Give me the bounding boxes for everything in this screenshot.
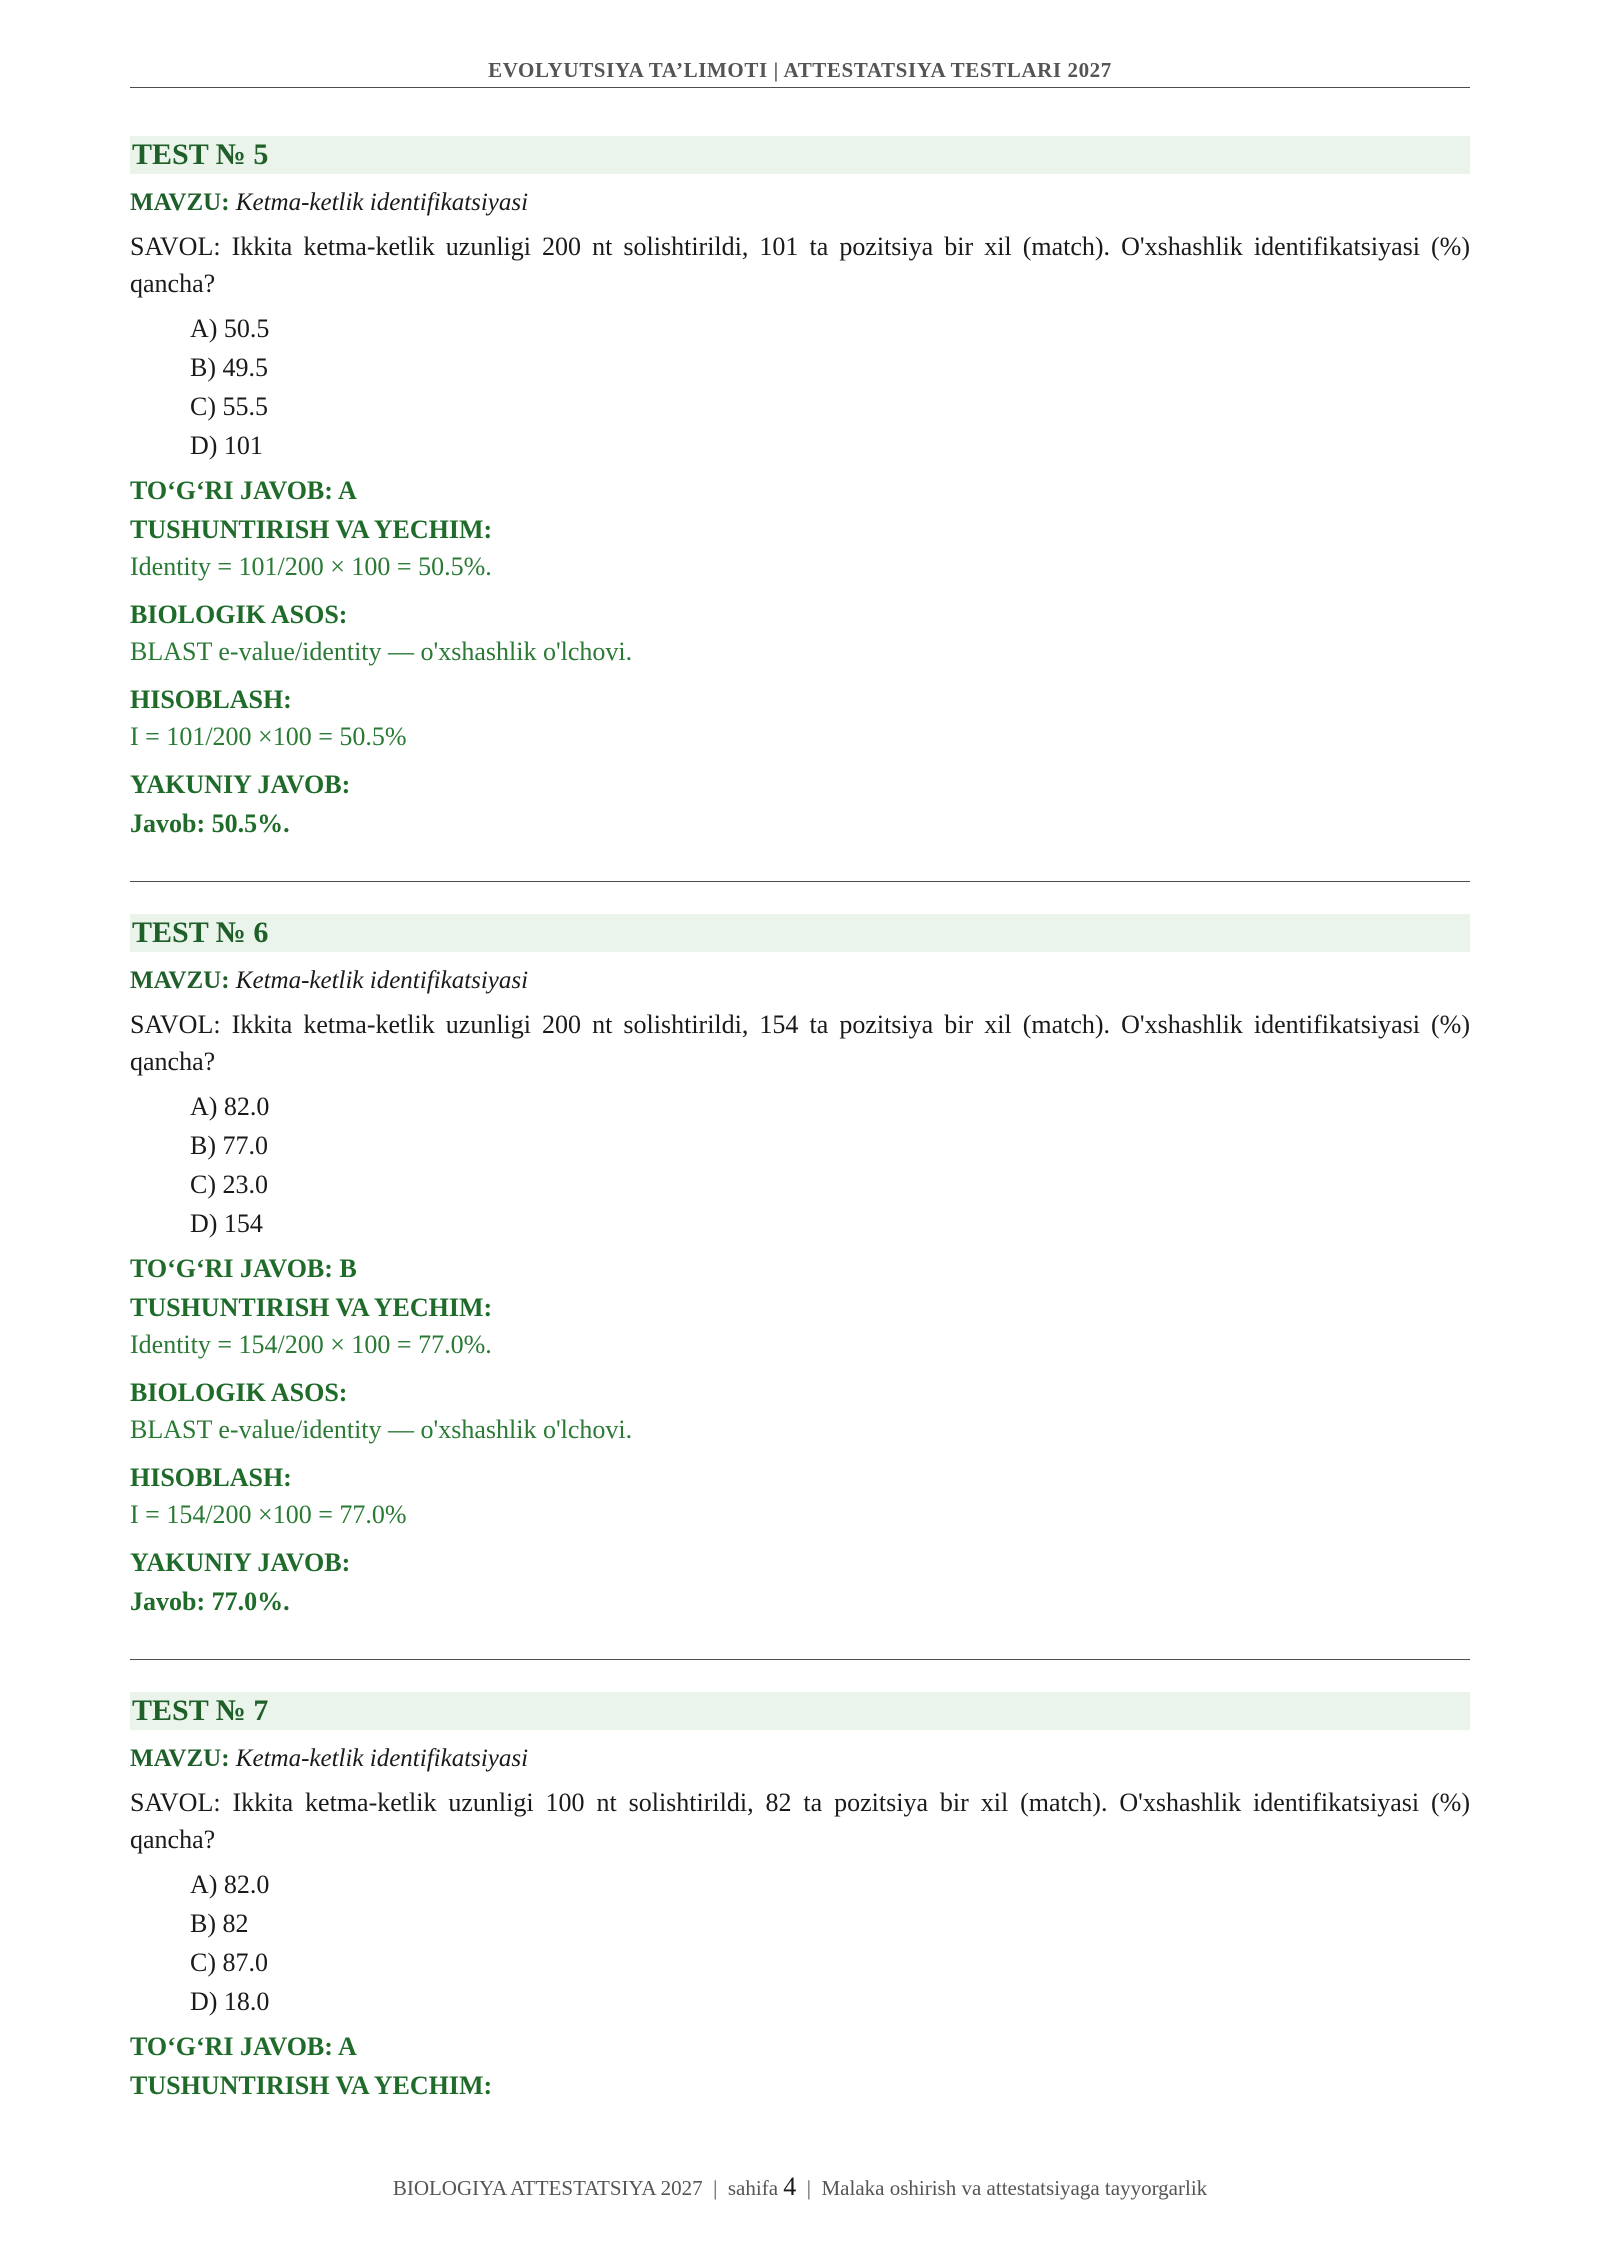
option-c: C) 23.0 [190, 1170, 268, 1199]
test-block-7 [130, 1692, 1470, 2105]
final-answer-text: Javob: 50.5%. [130, 809, 290, 838]
final-answer-text: Javob: 77.0%. [130, 1587, 290, 1616]
running-header: EVOLYUTSIYA TA’LIMOTI | ATTESTATSIYA TESTLARI 2027 [488, 58, 1112, 82]
tests-list [130, 136, 1470, 2105]
topic-line [130, 964, 1470, 998]
footer-separator: | [806, 2176, 811, 2200]
option-b: B) 49.5 [190, 353, 268, 382]
biology-basis-text: BLAST e-value/identity — o'xshashlik o'lchovi. [130, 1415, 633, 1444]
footer-separator: | [713, 2176, 718, 2200]
footer-right: Malaka oshirish va attestatsiyaga tayyorgarlik [821, 2176, 1208, 2200]
option-d: D) 154 [190, 1209, 263, 1238]
calculation-heading: HISOBLASH: [130, 1463, 292, 1492]
topic-value: Ketma-ketlik identifikatsiyasi [235, 189, 529, 216]
option-a: A) 82.0 [190, 1092, 270, 1121]
explanation-text: Identity = 154/200 × 100 = 77.0%. [130, 1330, 492, 1359]
correct-answer: TO‘G‘RI JAVOB: A [130, 476, 357, 505]
topic-line [130, 186, 1470, 220]
calculation-text: I = 154/200 ×100 = 77.0% [130, 1500, 407, 1529]
biology-basis-heading: BIOLOGIK ASOS: [130, 600, 348, 629]
answer-options [130, 309, 1470, 465]
option-a: A) 50.5 [190, 314, 270, 343]
answer-options [130, 1865, 1470, 2021]
option-b: B) 77.0 [190, 1131, 268, 1160]
test-block-5 [130, 136, 1470, 882]
question-text: SAVOL: Ikkita ketma-ketlik uzunligi 200 nt solishtirildi, 154 ta pozitsiya bir xil (match). O'xshashlik identifikatsiyasi (%) qancha? [130, 1010, 1470, 1076]
topic-line [130, 1742, 1470, 1776]
explanation-text: Identity = 101/200 × 100 = 50.5%. [130, 552, 492, 581]
test-title: TEST № 6 [130, 914, 1470, 952]
final-answer-heading: YAKUNIY JAVOB: [130, 1548, 351, 1577]
option-c: C) 55.5 [190, 392, 268, 421]
option-d: D) 101 [190, 431, 263, 460]
correct-answer: TO‘G‘RI JAVOB: A [130, 2032, 357, 2061]
page-footer [130, 2172, 1470, 2202]
topic-label: MAVZU: [130, 967, 230, 994]
biology-basis-text: BLAST e-value/identity — o'xshashlik o'lchovi. [130, 637, 633, 666]
page-number: 4 [783, 2172, 797, 2201]
test-title: TEST № 5 [130, 136, 1470, 174]
option-b: B) 82 [190, 1909, 249, 1938]
section-divider [130, 1659, 1470, 1660]
explanation-heading: TUSHUNTIRISH VA YECHIM: [130, 2071, 493, 2100]
header-rule [130, 87, 1470, 88]
option-a: A) 82.0 [190, 1870, 270, 1899]
biology-basis-heading: BIOLOGIK ASOS: [130, 1378, 348, 1407]
footer-page-word: sahifa [727, 2176, 779, 2200]
final-answer-heading: YAKUNIY JAVOB: [130, 770, 351, 799]
document-page [130, 0, 1470, 2262]
answer-options [130, 1087, 1470, 1243]
section-divider [130, 881, 1470, 882]
calculation-heading: HISOBLASH: [130, 685, 292, 714]
topic-label: MAVZU: [130, 1745, 230, 1772]
test-block-6 [130, 914, 1470, 1660]
test-title: TEST № 7 [130, 1692, 1470, 1730]
footer-left: BIOLOGIYA ATTESTATSIYA 2027 [392, 2176, 703, 2200]
correct-answer: TO‘G‘RI JAVOB: B [130, 1254, 357, 1283]
topic-value: Ketma-ketlik identifikatsiyasi [235, 1745, 529, 1772]
explanation-heading: TUSHUNTIRISH VA YECHIM: [130, 515, 493, 544]
question-text: SAVOL: Ikkita ketma-ketlik uzunligi 200 nt solishtirildi, 101 ta pozitsiya bir xil (match). O'xshashlik identifikatsiyasi (%) qancha? [130, 232, 1470, 298]
question-text: SAVOL: Ikkita ketma-ketlik uzunligi 100 nt solishtirildi, 82 ta pozitsiya bir xil (match). O'xshashlik identifikatsiyasi (%) qancha? [130, 1788, 1470, 1854]
calculation-text: I = 101/200 ×100 = 50.5% [130, 722, 407, 751]
topic-label: MAVZU: [130, 189, 230, 216]
explanation-heading: TUSHUNTIRISH VA YECHIM: [130, 1293, 493, 1322]
topic-value: Ketma-ketlik identifikatsiyasi [235, 967, 529, 994]
option-d: D) 18.0 [190, 1987, 270, 2016]
option-c: C) 87.0 [190, 1948, 268, 1977]
